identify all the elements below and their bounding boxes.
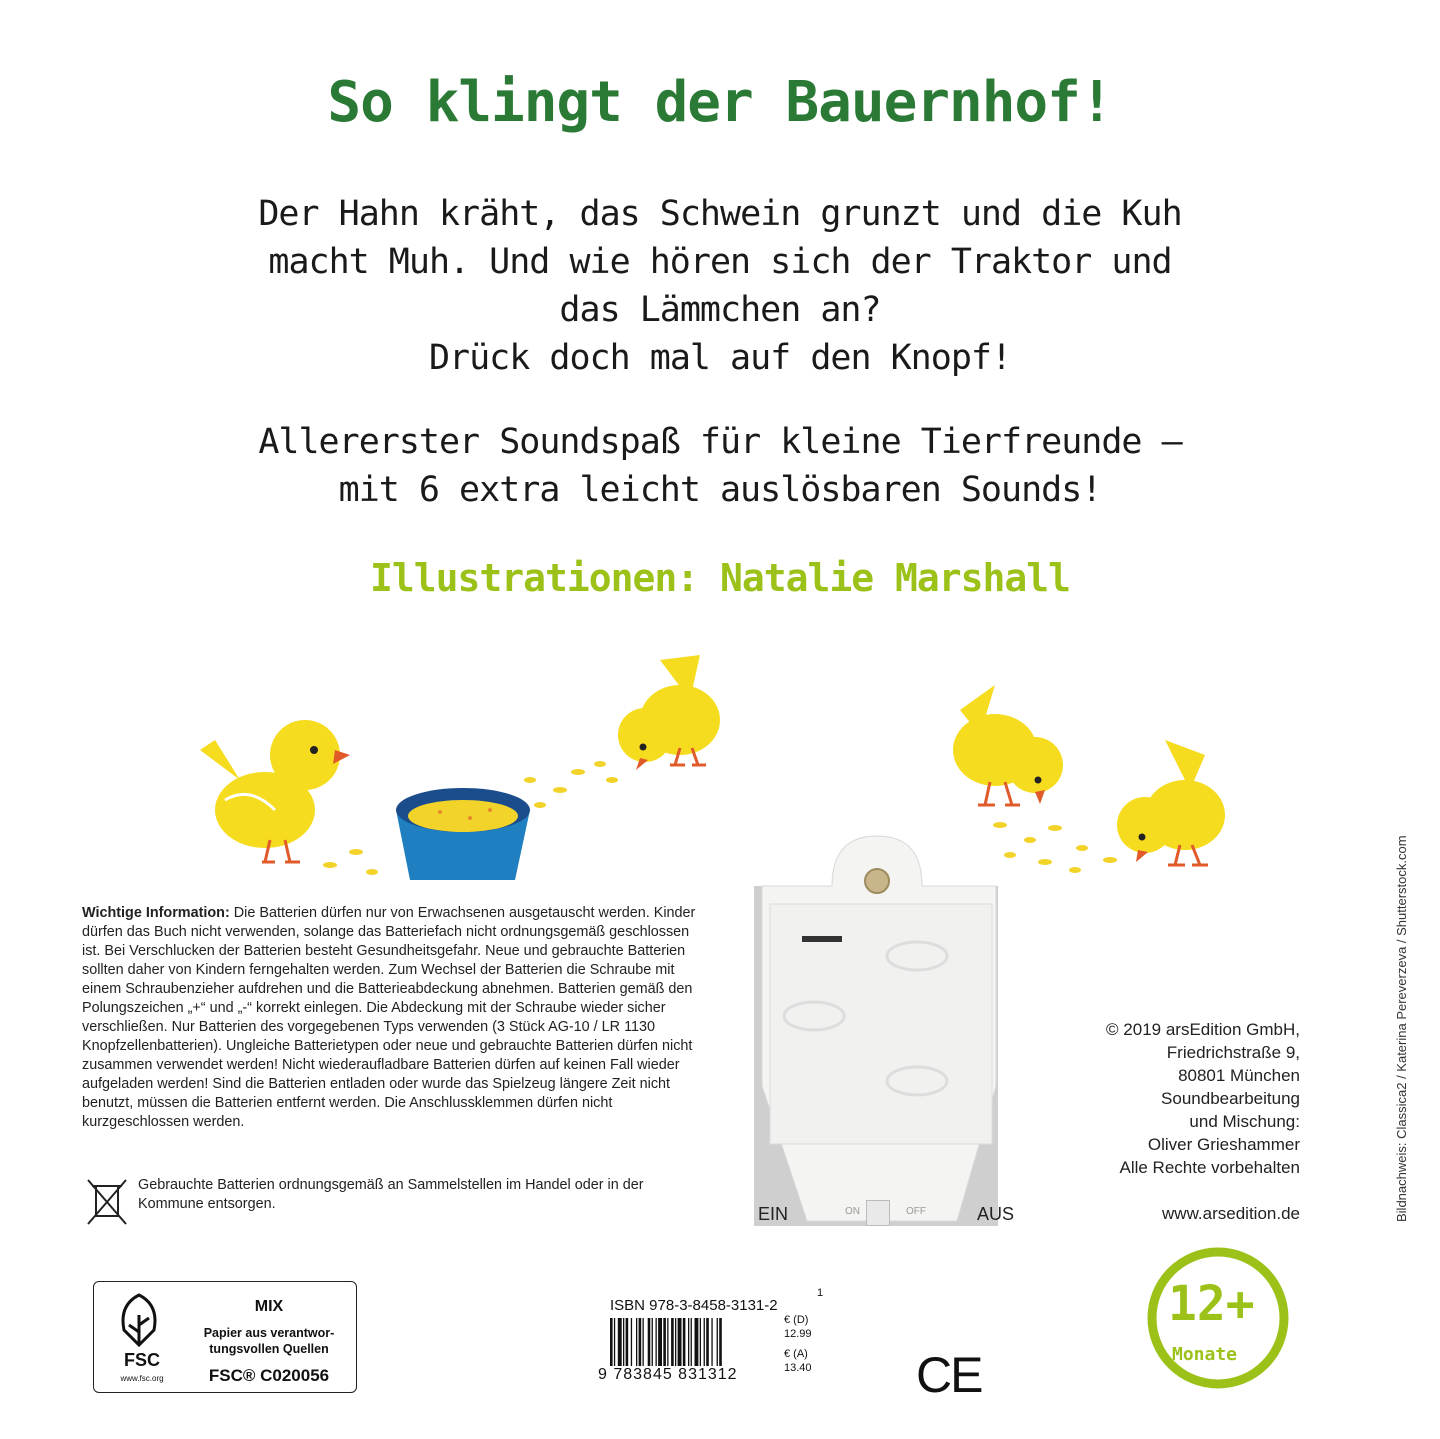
sound-module-battery-cover	[752, 826, 1002, 1236]
fsc-tree-icon	[104, 1290, 174, 1350]
publisher-line: Soundbearbeitung	[1161, 1089, 1300, 1108]
chick-pecking	[953, 685, 1063, 805]
barcode-bar	[636, 1318, 637, 1366]
book-title: So klingt der Bauernhof!	[327, 70, 1113, 135]
barcode-bar	[717, 1318, 718, 1366]
disposal-note: Gebrauchte Batterien ordnungsgemäß an Sammelstellen im Handel oder in der Kommune entsorgen.	[138, 1177, 644, 1212]
price-a-label: € (A)	[784, 1348, 808, 1360]
barcode-bar	[639, 1318, 642, 1366]
barcode-bar	[648, 1318, 651, 1366]
barcode-bar	[695, 1318, 699, 1366]
fsc-url: www.fsc.org	[120, 1374, 164, 1383]
fsc-logo-text: FSC	[124, 1350, 160, 1370]
ce-mark: CE	[916, 1347, 982, 1403]
barcode-bar	[706, 1318, 709, 1366]
barcode-bar	[656, 1318, 657, 1366]
publisher-line: und Mischung:	[1189, 1112, 1300, 1131]
fsc-label	[93, 1281, 357, 1393]
switch-on-mark: ON	[845, 1206, 860, 1217]
barcode-bar	[643, 1318, 644, 1366]
blurb-line: Allererster Soundspaß für kleine Tierfreunde –	[258, 422, 1182, 462]
switch-on-label: EIN	[758, 1204, 789, 1224]
price-d-label: € (D)	[784, 1314, 809, 1326]
barcode-bar	[652, 1318, 653, 1366]
fsc-line-2: tungsvollen Quellen	[209, 1342, 329, 1356]
barcode-bar	[678, 1318, 682, 1366]
barcode-bar	[691, 1318, 692, 1366]
barcode-digits: 9 783845 831312	[598, 1366, 738, 1383]
photo-credit: Bildnachweis: Classica2 / Katerina Pereverzeva / Shutterstock.com	[1394, 835, 1409, 1222]
chick-standing	[200, 720, 350, 862]
price-d: 12.99	[784, 1328, 812, 1340]
blurb-line: Drück doch mal auf den Knopf!	[428, 338, 1012, 378]
barcode-bar	[610, 1318, 613, 1366]
blurb-line: mit 6 extra leicht auslösbaren Sounds!	[338, 470, 1102, 510]
chicks-illustration	[0, 640, 1440, 900]
warning-heading: Wichtige Information:	[82, 905, 230, 921]
fsc-line-1: Papier aus verantwor-	[203, 1326, 335, 1340]
publisher-line: © 2019 arsEdition GmbH,	[1106, 1020, 1300, 1039]
switch-off-mark: OFF	[906, 1206, 926, 1217]
blurb-paragraph-1	[0, 190, 1440, 382]
barcode-bar	[626, 1318, 629, 1366]
publisher-line: Friedrichstraße 9,	[1166, 1043, 1300, 1062]
price-a: 13.40	[784, 1362, 812, 1374]
barcode-bar	[614, 1318, 615, 1366]
barcode-bar	[671, 1318, 674, 1366]
barcode-bar	[683, 1318, 686, 1366]
barcode-bar	[663, 1318, 666, 1366]
battery-warning	[82, 904, 702, 1132]
chick-pecking	[618, 655, 720, 770]
barcode-bar	[704, 1318, 705, 1366]
blurb-line: macht Muh. Und wie hören sich der Traktor und	[268, 242, 1172, 282]
screw-icon	[865, 869, 889, 893]
barcode-bar	[618, 1318, 622, 1366]
barcode-bar	[667, 1318, 668, 1366]
publisher-line: Alle Rechte vorbehalten	[1119, 1158, 1300, 1177]
blurb-line: Der Hahn kräht, das Schwein grunzt und die Kuh	[258, 194, 1182, 234]
power-switch[interactable]	[866, 1200, 890, 1226]
barcode-bar	[623, 1318, 624, 1366]
barcode-bar	[719, 1318, 722, 1366]
blurb-paragraph-2	[0, 418, 1440, 514]
crossed-bin-icon	[84, 1176, 130, 1228]
switch-off-label: AUS	[977, 1204, 1015, 1224]
barcode-bar	[631, 1318, 632, 1366]
age-label: Monate	[1172, 1344, 1238, 1365]
barcode-bar	[711, 1318, 712, 1366]
age-number: 12+	[1168, 1276, 1255, 1332]
barcode-bar	[688, 1318, 689, 1366]
barcode-bar	[658, 1318, 662, 1366]
chick-pecking	[1117, 740, 1225, 865]
publisher-line: Oliver Grieshammer	[1147, 1135, 1300, 1154]
blurb-line: das Lämmchen an?	[559, 290, 881, 330]
warning-text: Die Batterien dürfen nur von Erwachsenen ausgetauscht werden. Kinder dürfen das Buch nicht verwenden, solange das Batteriefach nicht ordnungsgemäß geschlossen ist. Bei Verschlucken der Batterien besteht Gesundheitsgefahr. Neue und gebrauchte Batterien sollten daher von Kindern ferngehalten werden. Zum Wechsel der Batterien die Schraube mit einem Schraubenzieher aufdrehen und die Batterieabdeckung abnehmen. Batterien gemäß den Polungszeichen „+“ und „-“ korrekt einlegen. Die Abdeckung mit der Schraube wieder sicher verschließen. Nur Batterien des vorgegebenen Typs verwenden (3 Stück AG-10 / LR 1130 Knopfzellenbatterien). Ungleiche Batterietypen oder neue und gebrauchte Batterien dürfen nicht zusammen verwendet werden! Nicht wiederaufladbare Batterien dürfen auf keinen Fall wieder aufgeladen werden! Sind die Batterien entladen oder wurde das Spielzeug längere Zeit nicht benutzt, müssen die Batterien entfernt werden. Die Anschlussklemmen dürfen nicht kurzgeschlossen werden.	[82, 905, 696, 1130]
isbn-label: ISBN 978-3-8458-3131-2	[610, 1297, 778, 1314]
fsc-code: FSC® C020056	[208, 1366, 330, 1385]
feed-bowl	[396, 788, 530, 880]
illustrator-credit: Illustrationen: Natalie Marshall	[369, 556, 1071, 600]
fsc-mix: MIX	[254, 1298, 284, 1315]
barcode	[610, 1318, 770, 1368]
publisher-website[interactable]: www.arsedition.de	[1162, 1204, 1300, 1223]
isbn-addon: 1	[817, 1287, 824, 1299]
barcode-bar	[675, 1318, 676, 1366]
publisher-line: 80801 München	[1178, 1066, 1300, 1085]
barcode-bar	[700, 1318, 701, 1366]
publisher-info	[1000, 1018, 1300, 1179]
